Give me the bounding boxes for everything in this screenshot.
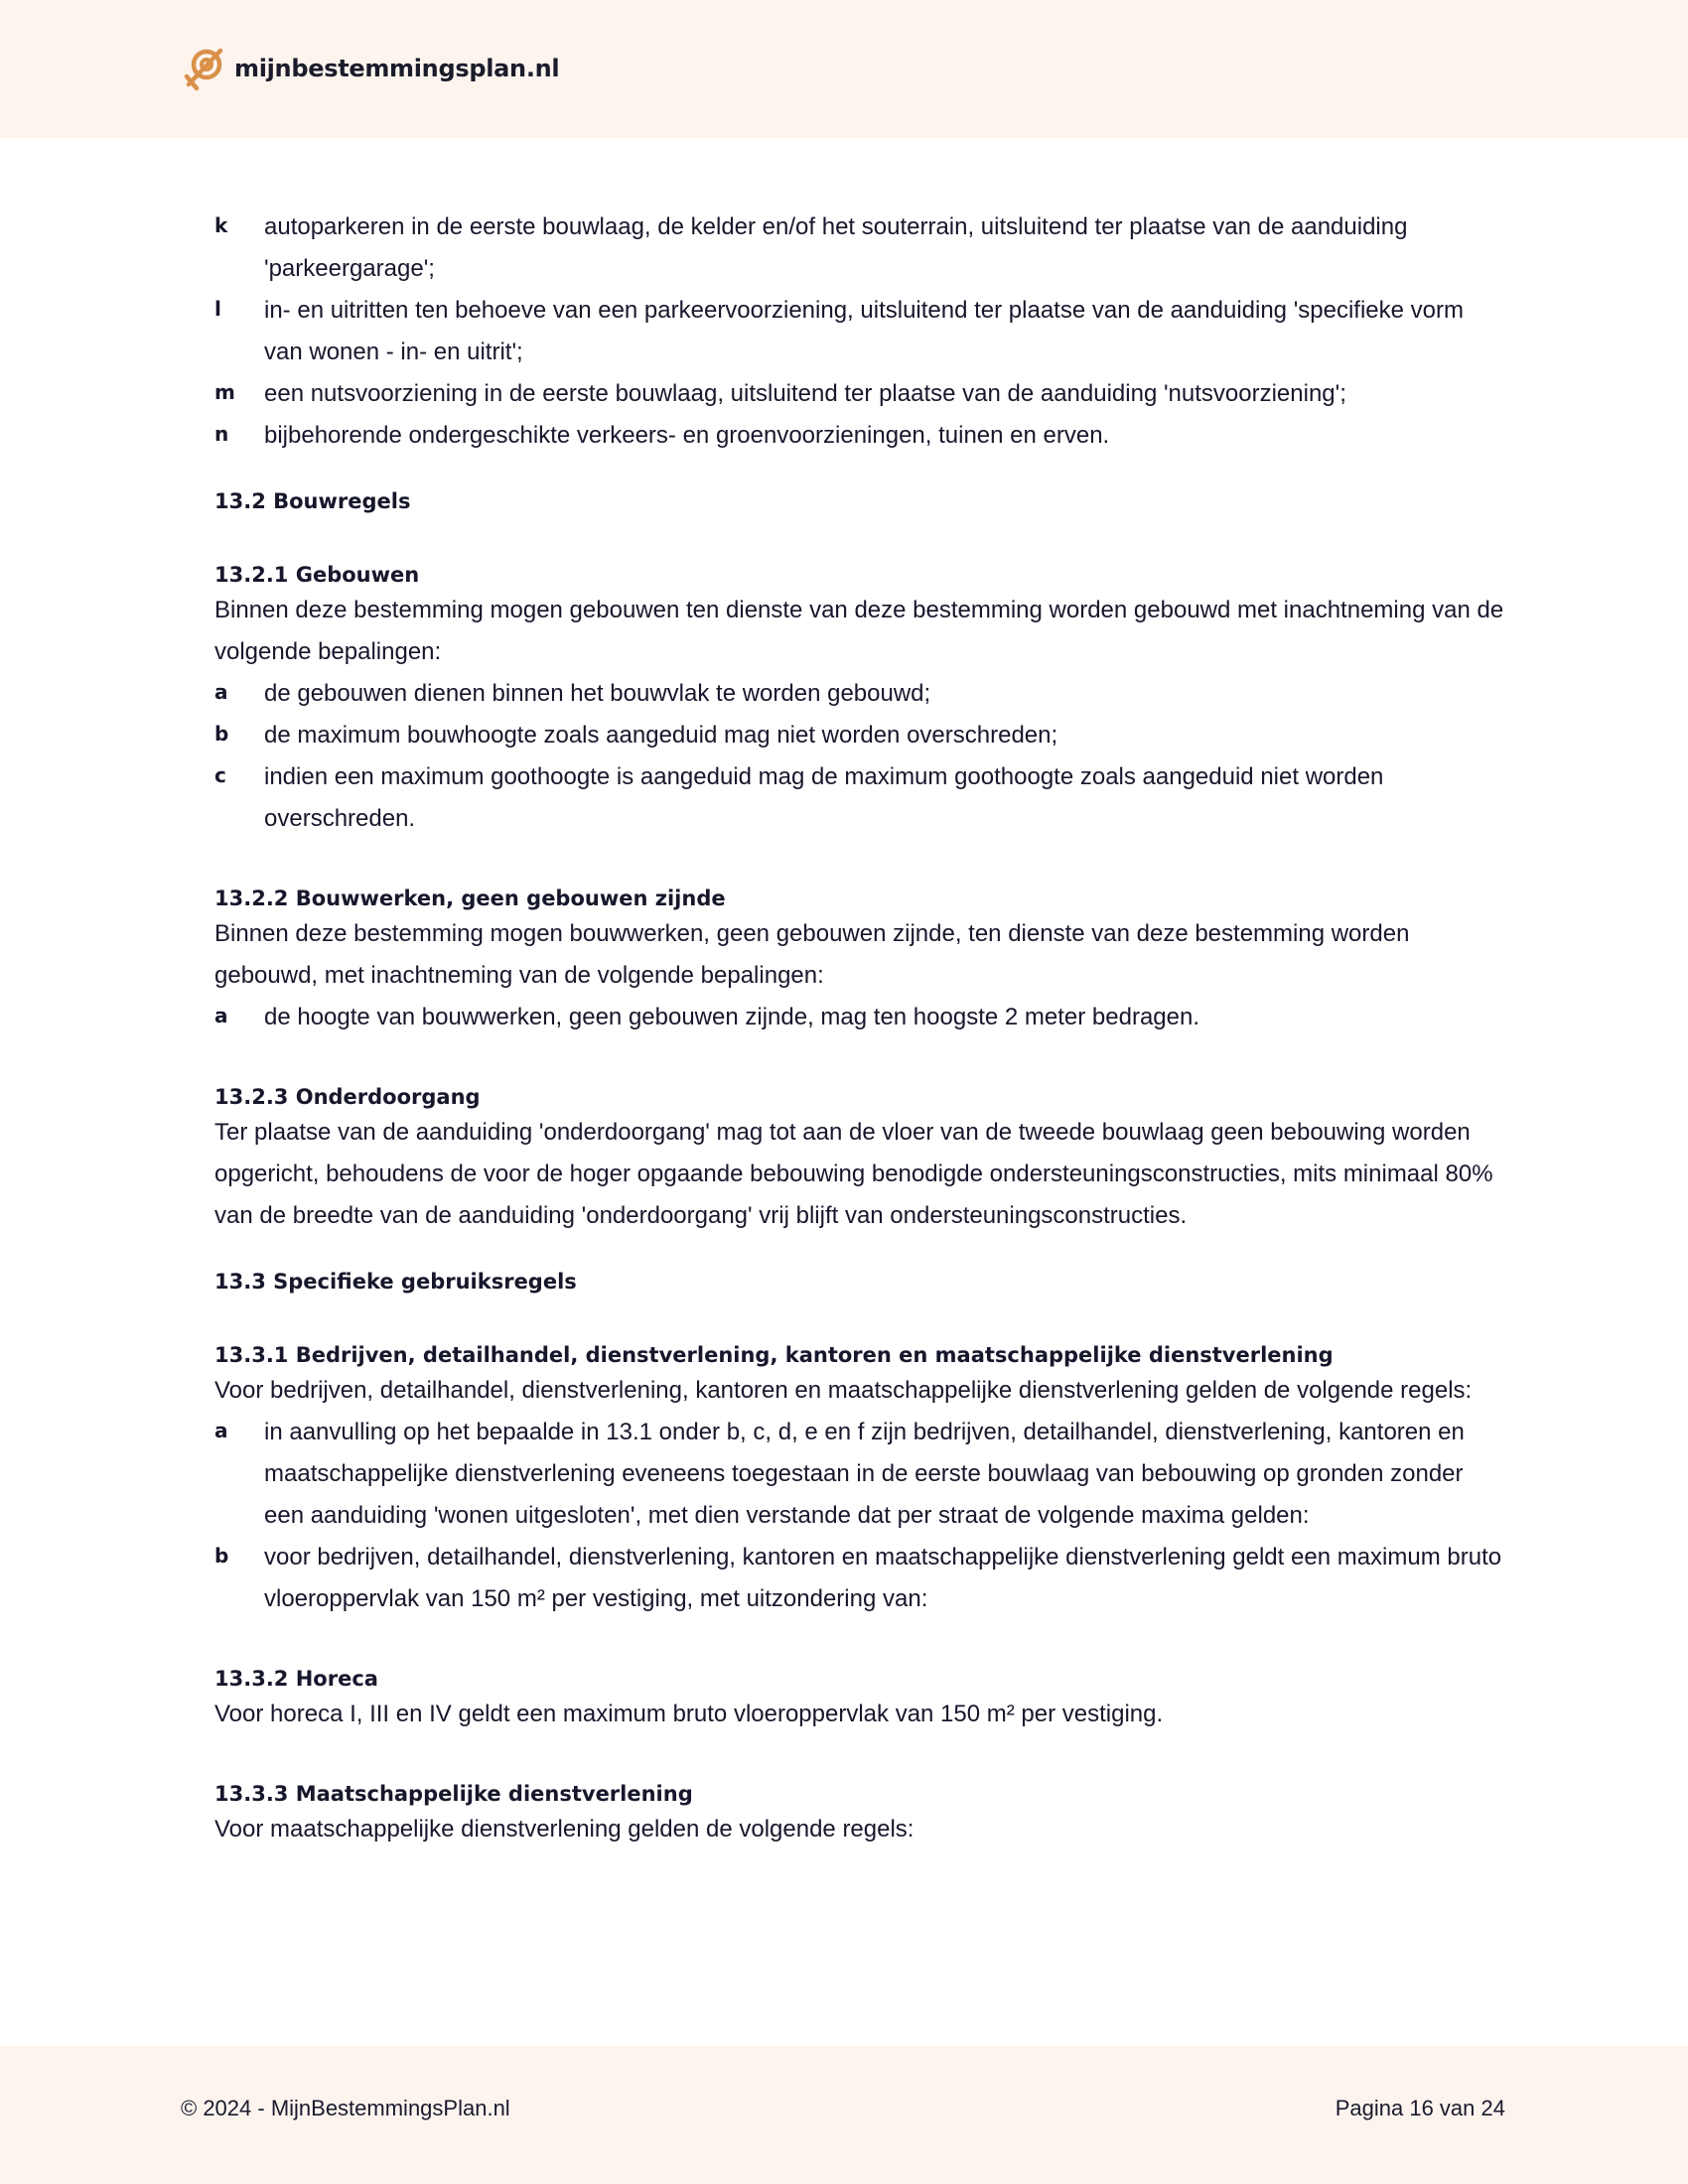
page-number: Pagina 16 van 24 xyxy=(1335,2096,1505,2120)
subsection-heading: 13.2.3 Onderdoorgang xyxy=(214,1085,481,1109)
list-item-text: bijbehorende ondergeschikte verkeers- en groenvoorzieningen, tuinen en erven. xyxy=(264,422,1110,449)
list-item xyxy=(214,206,1505,290)
paragraph: Binnen deze bestemming mogen bouwwerken, geen gebouwen zijnde, ten dienste van deze bestemming worden gebouwd, met inachtneming van de volgende bepalingen: xyxy=(214,920,1410,989)
list-item xyxy=(214,715,1505,756)
page-header xyxy=(0,0,1688,138)
document-body xyxy=(214,206,1505,1850)
list-item-text: de gebouwen dienen binnen het bouwvlak te worden gebouwd; xyxy=(264,680,931,707)
logo-text: mijnbestemmingsplan.nl xyxy=(234,55,560,82)
list-marker: l xyxy=(214,297,221,321)
paragraph: Voor horeca I, III en IV geldt een maximum bruto vloeroppervlak van 150 m² per vestiging. xyxy=(214,1701,1164,1727)
section-heading: 13.2 Bouwregels xyxy=(214,489,411,513)
list-item-text: autoparkeren in de eerste bouwlaag, de kelder en/of het souterrain, uitsluitend ter plaatse van de aanduiding 'parkeergarage'; xyxy=(264,213,1408,282)
list-item xyxy=(214,373,1505,415)
list-item-text: de hoogte van bouwwerken, geen gebouwen zijnde, mag ten hoogste 2 meter bedragen. xyxy=(264,1004,1199,1030)
subsection-heading: 13.3.2 Horeca xyxy=(214,1667,378,1691)
subsection-heading: 13.2.1 Gebouwen xyxy=(214,563,420,587)
paragraph: Voor maatschappelijke dienstverlening gelden de volgende regels: xyxy=(214,1816,914,1843)
list-item xyxy=(214,997,1505,1038)
list-item xyxy=(214,1537,1505,1620)
list-item-text: in aanvulling op het bepaalde in 13.1 onder b, c, d, e en f zijn bedrijven, detailhandel, dienstverlening, kantoren en maatschappelijke dienstverlening eveneens toegestaan in de eerste bouwlaag van bebouwing op gronden zonder een aanduiding 'wonen uitgesloten', met dien verstande dat per straat de volgende maxima gelden: xyxy=(264,1419,1465,1529)
list-marker: k xyxy=(214,213,228,237)
list-item xyxy=(214,415,1505,457)
paragraph: Ter plaatse van de aanduiding 'onderdoorgang' mag tot aan de vloer van de tweede bouwlaag geen bebouwing worden opgericht, behoudens de voor de hoger opgaande bebouwing benodigde ondersteuningsconstructies, mits minimaal 80% van de breedte van de aanduiding 'onderdoorgang' vrij blijft van ondersteuningsconstructies. xyxy=(214,1119,1493,1229)
paragraph: Voor bedrijven, detailhandel, dienstverlening, kantoren en maatschappelijke dienstverlening gelden de volgende regels: xyxy=(214,1377,1473,1404)
list-item xyxy=(214,673,1505,715)
section-heading: 13.3 Specifieke gebruiksregels xyxy=(214,1270,577,1294)
list-marker: a xyxy=(214,680,228,704)
list-item-text: indien een maximum goothoogte is aangeduid mag de maximum goothoogte zoals aangeduid niet worden overschreden. xyxy=(264,763,1384,832)
paragraph: Binnen deze bestemming mogen gebouwen ten dienste van deze bestemming worden gebouwd met inachtneming van de volgende bepalingen: xyxy=(214,597,1504,665)
list-marker: a xyxy=(214,1004,228,1027)
footer-copyright: © 2024 - MijnBestemmingsPlan.nl xyxy=(181,2096,510,2120)
list-marker: a xyxy=(214,1419,228,1442)
list-marker: m xyxy=(214,380,235,404)
list-marker: n xyxy=(214,422,229,446)
list-top xyxy=(214,206,1505,457)
list-item xyxy=(214,756,1505,840)
list-item-text: een nutsvoorziening in de eerste bouwlaag, uitsluitend ter plaatse van de aanduiding 'nutsvoorziening'; xyxy=(264,380,1346,407)
list-item-text: voor bedrijven, detailhandel, dienstverlening, kantoren en maatschappelijke dienstverlening geldt een maximum bruto vloeroppervlak van 150 m² per vestiging, met uitzondering van: xyxy=(264,1544,1502,1612)
logo-icon xyxy=(181,45,228,92)
list-item xyxy=(214,1412,1505,1537)
list-marker: b xyxy=(214,1544,229,1568)
site-logo[interactable] xyxy=(181,44,559,93)
subsection-heading: 13.3.1 Bedrijven, detailhandel, dienstverlening, kantoren en maatschappelijke dienstverlening xyxy=(214,1343,1334,1367)
page-footer xyxy=(0,2046,1688,2184)
subsection-heading: 13.2.2 Bouwwerken, geen gebouwen zijnde xyxy=(214,887,726,910)
list-item-text: in- en uitritten ten behoeve van een parkeervoorziening, uitsluitend ter plaatse van de aanduiding 'specifieke vorm van wonen - in- en uitrit'; xyxy=(264,297,1465,365)
list-marker: c xyxy=(214,763,226,787)
subsection-heading: 13.3.3 Maatschappelijke dienstverlening xyxy=(214,1782,693,1806)
list-item xyxy=(214,290,1505,373)
list-marker: b xyxy=(214,722,229,746)
list-item-text: de maximum bouwhoogte zoals aangeduid mag niet worden overschreden; xyxy=(264,722,1058,749)
